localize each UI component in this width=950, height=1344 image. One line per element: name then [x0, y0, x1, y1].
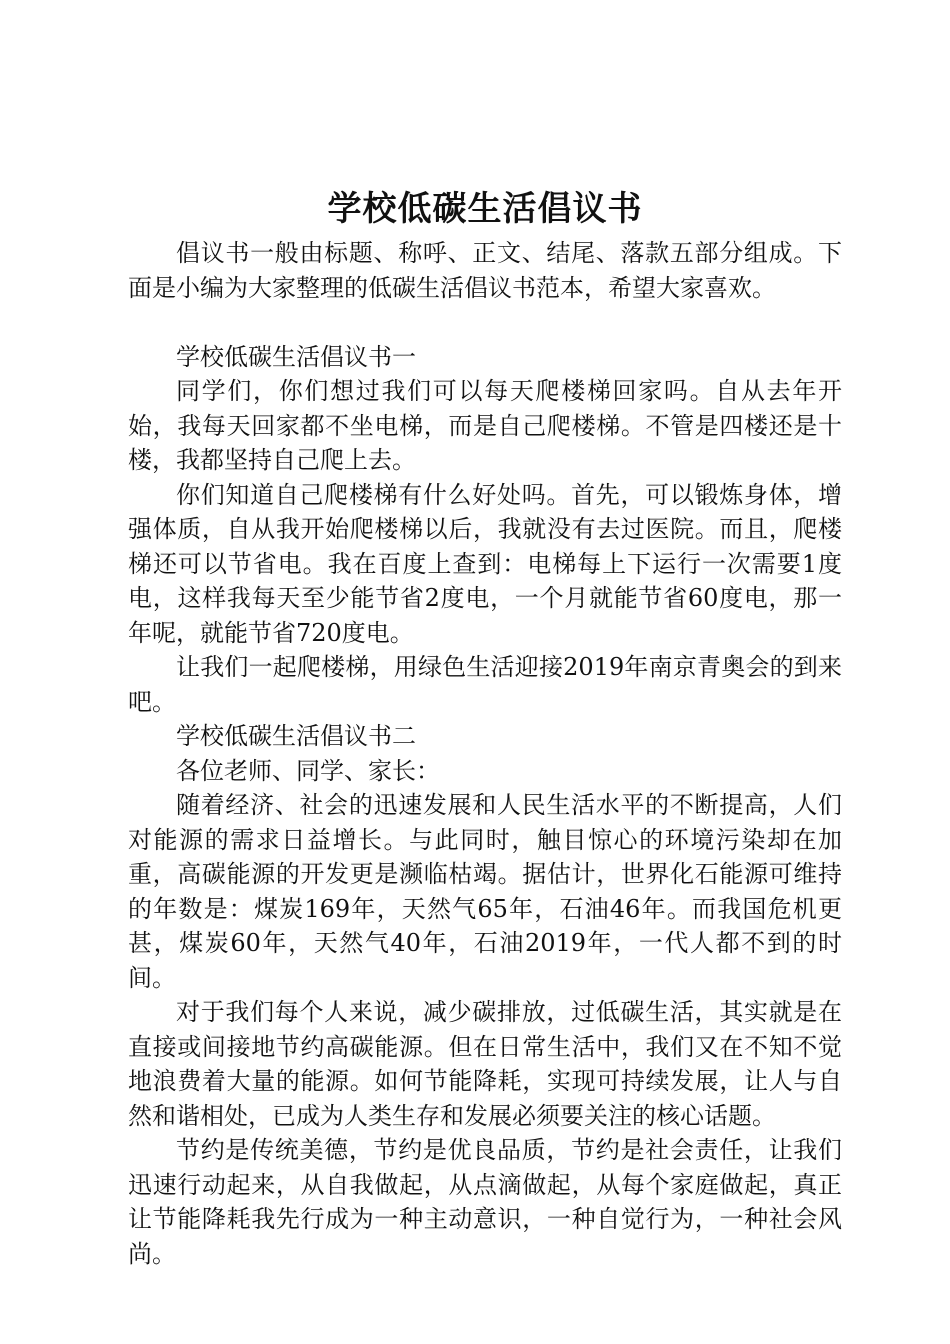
blank-line: [128, 305, 842, 340]
section-1-heading: 学校低碳生活倡议书一: [176, 342, 416, 371]
section-1-paragraph-1: 同学们，你们想过我们可以每天爬楼梯回家吗。自从去年开始，我每天回家都不坐电梯，而是自己爬楼梯。不管是四楼还是十楼，我都坚持自己爬上去。: [128, 377, 842, 474]
section-2-heading: 学校低碳生活倡议书二: [176, 722, 416, 750]
document-body: [128, 236, 842, 1271]
section-1-paragraph-3: 让我们一起爬楼梯，用绿色生活迎接2019年南京青奥会的到来吧。: [128, 653, 842, 716]
section-2-paragraph-1: 随着经济、社会的迅速发展和人民生活水平的不断提高，人们对能源的需求日益增长。与此同时，触目惊心的环境污染却在加重，高碳能源的开发更是濒临枯竭。据估计，世界化石能源可维持的年数是：煤炭169年，天然气65年，石油46年。而我国危机更甚，煤炭60年，天然气40年，石油2019年，一代人都不到的时间。: [128, 791, 842, 992]
document-title: 学校低碳生活倡议书: [327, 189, 643, 229]
section-1-paragraph-2: 你们知道自己爬楼梯有什么好处吗。首先，可以锻炼身体，增强体质，自从我开始爬楼梯以后，我就没有去过医院。而且，爬楼梯还可以节省电。我在百度上查到：电梯每上下运行一次需要1度电，这样我每天至少能节省2度电，一个月就能节省60度电，那一年呢，就能节省720度电。: [128, 480, 842, 647]
intro-paragraph: 倡议书一般由标题、称呼、正文、结尾、落款五部分组成。下面是小编为大家整理的低碳生活倡议书范本，希望大家喜欢。: [128, 239, 842, 302]
section-2-paragraph-2: 对于我们每个人来说，减少碳排放，过低碳生活，其实就是在直接或间接地节约高碳能源。但在日常生活中，我们又在不知不觉地浪费着大量的能源。如何节能降耗，实现可持续发展，让人与自然和谐相处，已成为人类生存和发展必须要关注的核心话题。: [128, 998, 842, 1130]
section-2-paragraph-3: 节约是传统美德，节约是优良品质，节约是社会责任，让我们迅速行动起来，从自我做起，从点滴做起，从每个家庭做起，真正让节能降耗我先行成为一种主动意识，一种自觉行为，一种社会风尚。: [128, 1136, 842, 1268]
section-2-salutation: 各位老师、同学、家长：: [176, 756, 440, 785]
